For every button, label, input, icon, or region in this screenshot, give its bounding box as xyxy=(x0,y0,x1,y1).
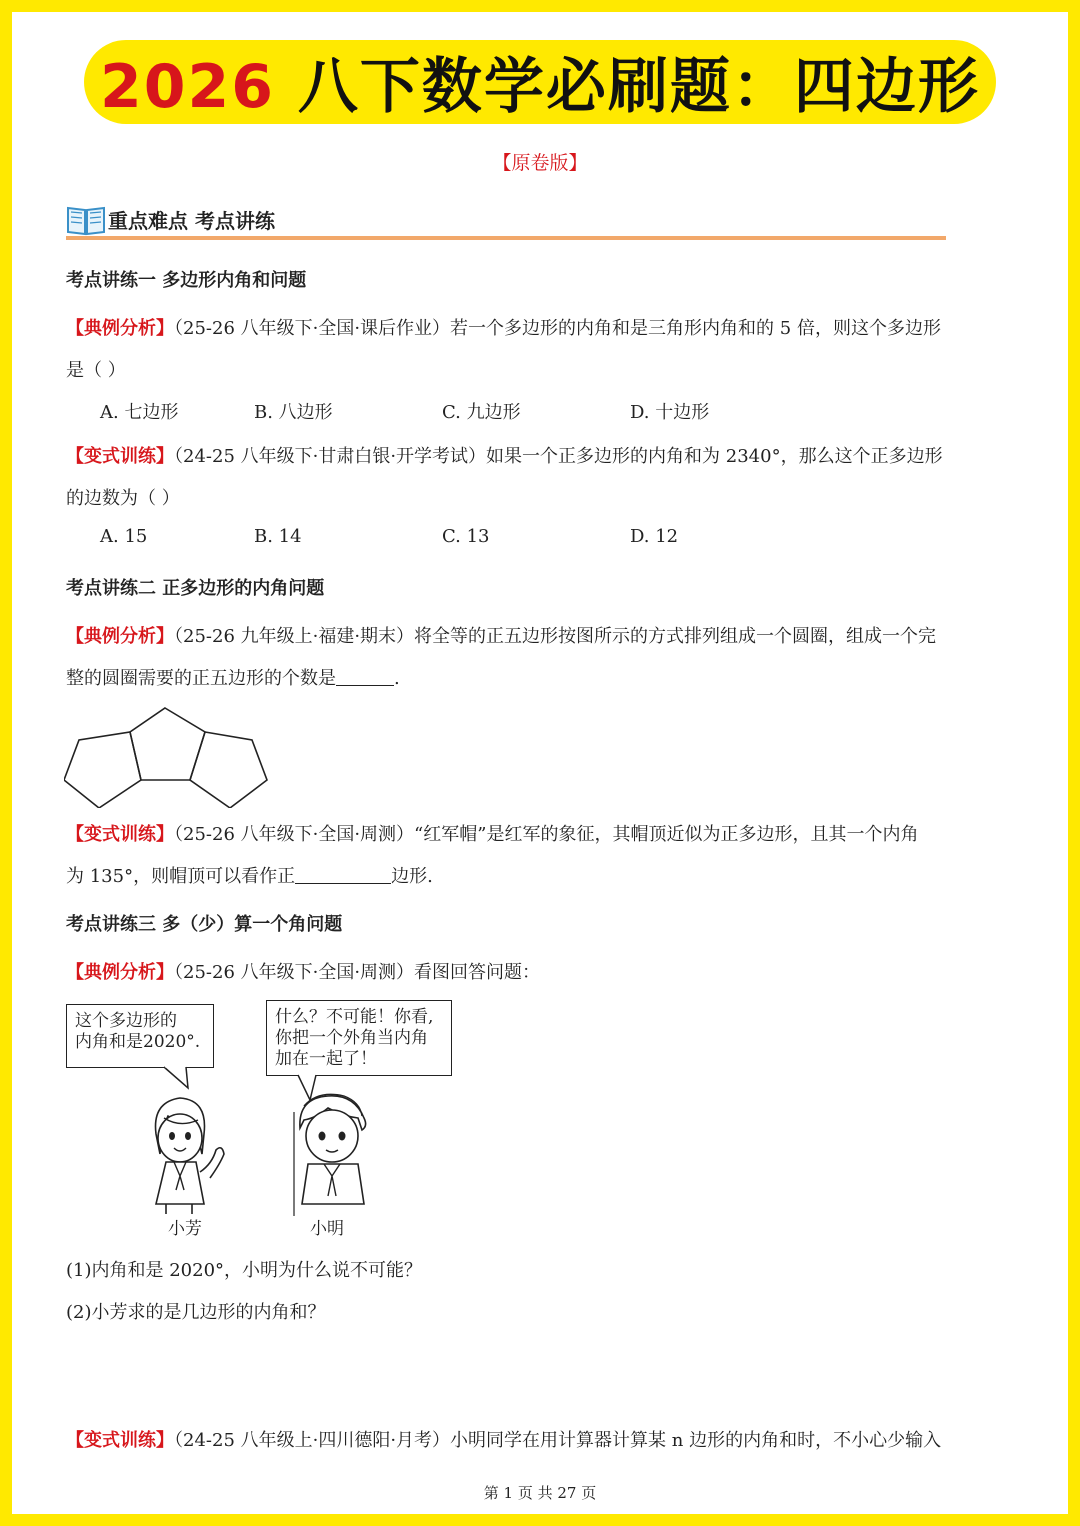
speech-bubble-left: 这个多边形的 内角和是2020°. xyxy=(66,1004,214,1068)
topic1-heading: 考点讲练一 多边形内角和问题 xyxy=(66,270,307,291)
document-page xyxy=(12,12,1068,1514)
example-tag: 【典例分析】 xyxy=(66,318,174,339)
section-divider xyxy=(66,236,946,240)
title-text: 八下数学必刷题：四边形 xyxy=(275,52,980,122)
option-a: A. 15 xyxy=(100,526,148,547)
option-b: B. 八边形 xyxy=(254,402,333,423)
option-c: C. 九边形 xyxy=(442,402,521,423)
pentagon-figure xyxy=(64,704,274,808)
example-tag: 【典例分析】 xyxy=(66,962,174,983)
topic2-variant-line1: 【变式训练】（25-26 八年级下·全国·周测）“红军帽”是红军的象征，其帽顶近似为正多边形，且其一个内角 xyxy=(66,824,919,845)
question-2: (2)小芳求的是几边形的内角和？ xyxy=(66,1302,326,1323)
option-c: C. 13 xyxy=(442,526,490,547)
pentagon-left xyxy=(64,732,141,808)
topic3-example-line1: 【典例分析】（25-26 八年级下·全国·周测）看图回答问题： xyxy=(66,962,541,983)
topic2-heading: 考点讲练二 正多边形的内角问题 xyxy=(66,578,325,599)
girl-cartoon xyxy=(136,1094,236,1214)
topic2-example-line2: 整的圆圈需要的正五边形的个数是 . xyxy=(66,668,400,689)
topic3-variant-line1: 【变式训练】（24-25 八年级上·四川德阳·月考）小明同学在用计算器计算某 n 边形的内角和时，不小心少输入 xyxy=(66,1430,942,1451)
page-footer: 第 1 页 共 27 页 xyxy=(483,1484,597,1502)
bubble-tail-left xyxy=(162,1066,202,1090)
option-b: B. 14 xyxy=(254,526,302,547)
option-d: D. 十边形 xyxy=(630,402,710,423)
topic2-example-line1: 【典例分析】（25-26 九年级上·福建·期末）将全等的正五边形按图所示的方式排列组成一个圆圈，组成一个完 xyxy=(66,626,937,647)
question-1: (1)内角和是 2020°，小明为什么说不可能？ xyxy=(66,1260,423,1281)
variant-tag: 【变式训练】 xyxy=(66,824,174,845)
topic3-heading: 考点讲练三 多（少）算一个角问题 xyxy=(66,914,343,935)
variant-tag: 【变式训练】 xyxy=(66,1430,174,1451)
topic1-variant-line1: 【变式训练】（24-25 八年级下·甘肃白银·开学考试）如果一个正多边形的内角和为 2340°，那么这个正多边形 xyxy=(66,446,943,467)
boy-cartoon xyxy=(288,1092,378,1216)
topic1-example-line2: 是（ ） xyxy=(66,360,126,381)
title-year: 2026 xyxy=(100,52,276,122)
page-title xyxy=(100,39,980,125)
name-left: 小芳 xyxy=(168,1219,202,1239)
answer-blank xyxy=(336,667,394,686)
section-title: 重点难点 考点讲练 xyxy=(108,208,275,233)
name-right: 小明 xyxy=(310,1219,344,1239)
pentagon-right xyxy=(190,732,267,808)
option-a: A. 七边形 xyxy=(100,402,179,423)
section-header xyxy=(66,202,275,236)
topic1-variant-line2: 的边数为（ ） xyxy=(66,488,180,509)
topic1-example-line1: 【典例分析】（25-26 八年级下·全国·课后作业）若一个多边形的内角和是三角形内角和的 5 倍，则这个多边形 xyxy=(66,318,941,339)
option-d: D. 12 xyxy=(630,526,679,547)
open-book-icon xyxy=(66,202,106,236)
topic2-variant-line2: 为 135°，则帽顶可以看作正 边形. xyxy=(66,866,433,887)
variant-tag: 【变式训练】 xyxy=(66,446,174,467)
answer-blank xyxy=(295,865,391,884)
example-tag: 【典例分析】 xyxy=(66,626,174,647)
edition-label: 【原卷版】 xyxy=(492,152,588,174)
title-banner xyxy=(84,40,996,124)
speech-bubble-right: 什么？不可能！你看, 你把一个外角当内角 加在一起了！ xyxy=(266,1000,452,1076)
